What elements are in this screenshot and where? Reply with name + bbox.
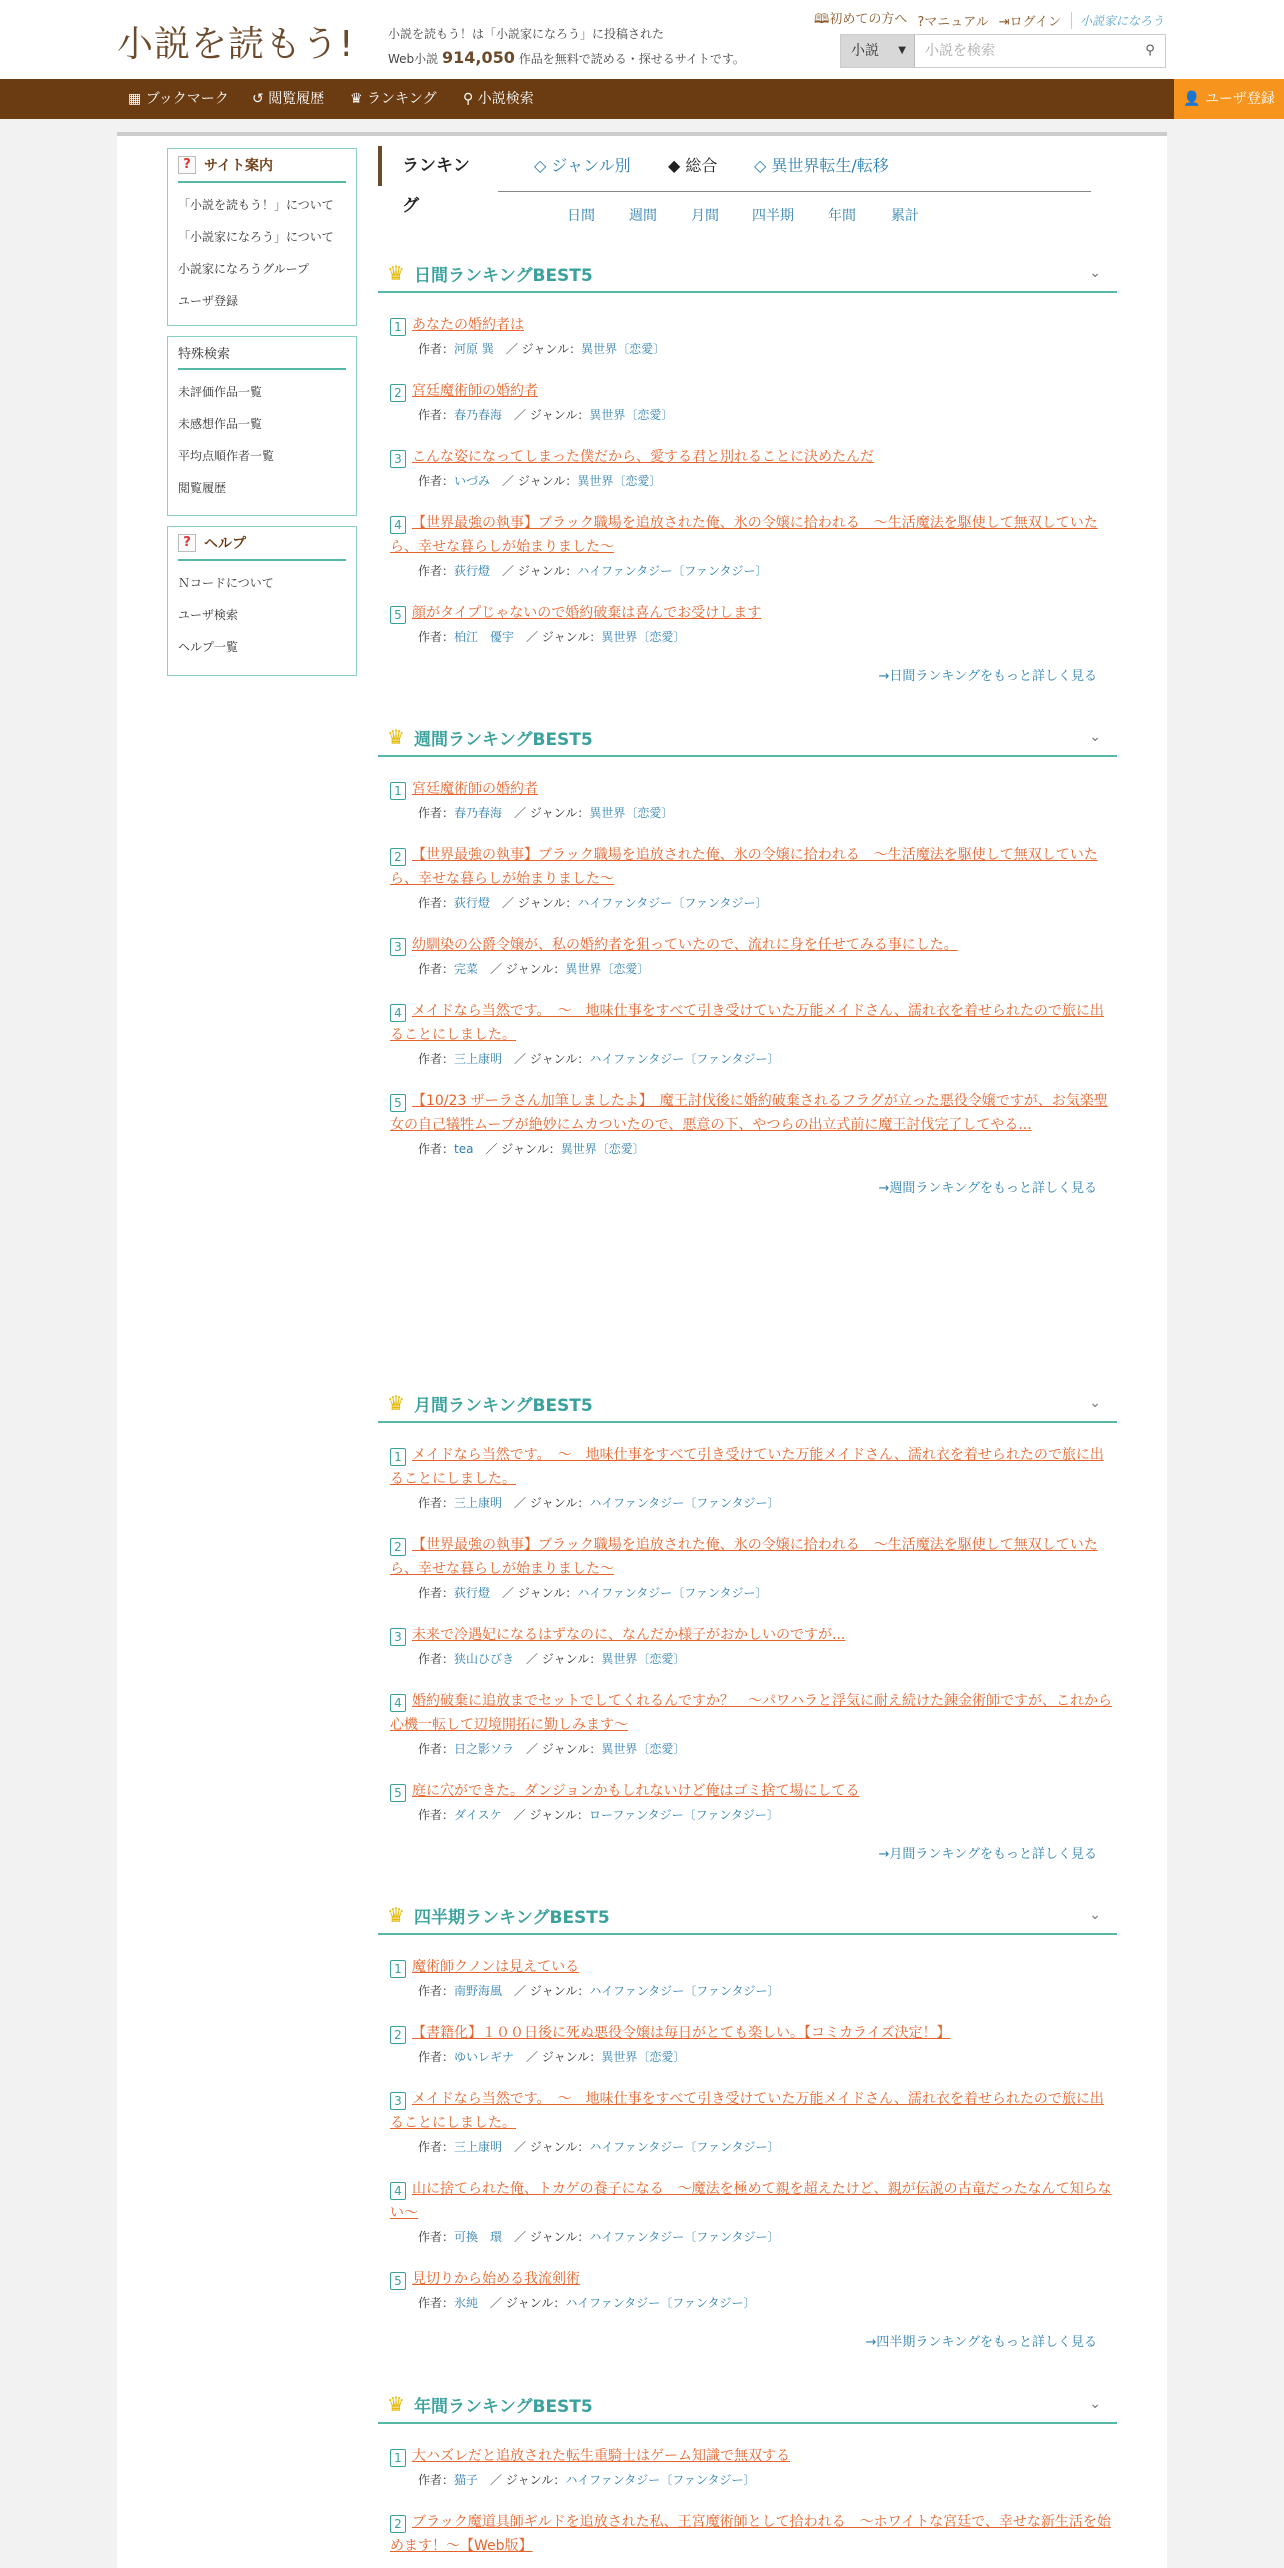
tab-overall[interactable]: ◆ 総合 [668,156,718,175]
genre-link[interactable]: 異世界〔恋愛〕 [589,408,674,422]
entry-title-row [390,1443,1117,1491]
entry-title-row [390,379,1117,403]
author-link[interactable]: 荻行燈 [454,1586,491,1600]
nav-ranking-label: ランキング [367,91,437,107]
search-type-select[interactable] [841,35,915,67]
entry-meta [390,2047,1117,2067]
rank-badge: 2 [390,2026,406,2044]
site-tagline [388,22,745,71]
genre-link[interactable]: 異世界〔恋愛〕 [601,2050,686,2064]
entry-meta [390,2470,1117,2490]
genre-link[interactable]: ハイファンタジー〔ファンタジー〕 [589,2140,780,2154]
genre-label: ／ ジャンル： [514,806,590,820]
sidebar-help-title-text: ヘルプ [204,536,246,552]
novel-title-link[interactable]: 【世界最強の執事】ブラック職場を追放された俺、氷の令嬢に拾われる ～生活魔法を駆使して無双していたら、幸せな暮らしが始まりました～ [390,847,1098,887]
author-label: 作者： [418,896,455,910]
sidebar-special [167,336,357,516]
ranking-entry [378,1089,1117,1159]
nav-history-label: 閲覧履歴 [268,91,325,107]
help-icon: ? [178,534,196,552]
entry-meta [390,405,1117,425]
author-link[interactable]: 可換 環 [454,2230,503,2244]
sidebar-link-help-list[interactable]: ヘルプ一覧 [178,640,239,654]
novel-title-link[interactable]: 庭に穴ができた。ダンジョンかもしれないけど俺はゴミ捨て場にしてる [412,1783,860,1799]
author-label: 作者： [418,1142,455,1156]
site-logo[interactable]: 小説を読もう! [117,24,355,65]
ranking-entry [378,1955,1117,2001]
genre-link[interactable]: 異世界〔恋愛〕 [577,474,662,488]
novel-title-link[interactable]: 未来で冷遇妃になるはずなのに、なんだか様子がおかしいのですが... [412,1627,846,1643]
tagline-line1: 小説を読もう！は「小説家になろう」に投稿された [388,27,665,41]
genre-label: ／ ジャンル： [490,2473,566,2487]
login-link[interactable] [999,11,1061,30]
sidebar-help [167,526,357,676]
genre-link[interactable]: ハイファンタジー〔ファンタジー〕 [577,896,768,910]
ranking-label: ランキング [378,146,478,186]
entry-title-row [390,777,1117,801]
author-link[interactable]: 三上康明 [454,1496,503,1510]
crown-icon: ♛ [350,91,363,107]
genre-link[interactable]: ハイファンタジー〔ファンタジー〕 [565,2473,756,2487]
genre-link[interactable]: ハイファンタジー〔ファンタジー〕 [565,2296,756,2310]
ranking-entry [378,1779,1117,1825]
novel-title-link[interactable]: メイドなら当然です。 ～ 地味仕事をすべて引き受けていた万能メイドさん、濡れ衣を着せられたので旅に出ることにしました。 [390,1003,1104,1043]
ranking-entry [378,777,1117,823]
entry-title-row [390,1623,1117,1647]
genre-label: ／ ジャンル： [505,342,582,356]
nav-bookmark-label: ブックマーク [145,91,229,107]
author-link[interactable]: 猫子 [454,2473,479,2487]
rank-badge: 2 [390,848,406,866]
author-link[interactable]: 柏江 優宇 [454,630,515,644]
ranking-section [378,1385,1117,1862]
author-link[interactable]: 南野海風 [454,1984,503,1998]
novel-title-link[interactable]: 【10/23 ザーラさん加筆しましたよ】 魔王討伐後に婚約破棄されるフラグが立った悪役令嬢ですが、お気楽聖女の自己犠牲ムーブが絶妙にムカついたので、悪意の下、やつらの出立式前に魔王討伐完了してやる... [390,1093,1108,1133]
genre-link[interactable]: 異世界〔恋愛〕 [581,342,666,356]
author-label: 作者： [418,474,455,488]
entry-meta [390,627,1117,647]
entry-meta [390,959,1117,979]
entry-meta [390,803,1117,823]
ranking-entry [378,313,1117,359]
author-label: 作者： [418,1652,455,1666]
author-label: 作者： [418,2473,455,2487]
ranking-entry [378,2021,1117,2067]
genre-label: ／ ジャンル： [526,1652,602,1666]
novel-title-link[interactable]: 山に捨てられた俺、トカゲの養子になる ～魔法を極めて親を超えたけど、親が伝説の古竜だったなんて知らない～ [390,2181,1112,2221]
rank-badge: 5 [390,606,406,624]
sidebar-guide-title [178,155,346,183]
genre-link[interactable]: ハイファンタジー〔ファンタジー〕 [589,1052,780,1066]
sidebar-link-user-search[interactable]: ユーザ検索 [178,608,239,622]
genre-label: ／ ジャンル： [502,896,578,910]
genre-label: ／ ジャンル： [514,408,590,422]
genre-label: ／ ジャンル： [526,630,602,644]
chevron-down-icon[interactable]: ⌄ [1089,1907,1101,1923]
entry-title-row [390,1955,1117,1979]
login-link-label: ログイン [1009,14,1061,30]
entry-meta [390,2293,1117,2313]
genre-label: ／ ジャンル： [514,1496,590,1510]
genre-link[interactable]: 異世界〔恋愛〕 [565,962,650,976]
more-ranking-link[interactable]: →月間ランキングをもっと詳しく見る [878,1847,1097,1862]
rank-badge: 5 [390,2272,406,2290]
entry-meta [390,2227,1117,2247]
novel-count: 914,050 [442,48,515,67]
top-links [814,8,1164,32]
genre-label: ／ ジャンル： [514,2230,590,2244]
rank-badge: 4 [390,516,406,534]
ranking-entry [378,2267,1117,2313]
sidebar-link-about-yomou[interactable]: 「小説を読もう！」について [178,198,334,212]
rank-badge: 4 [390,1694,406,1712]
author-label: 作者： [418,806,455,820]
period-daily[interactable]: 日間 [567,208,595,224]
genre-label: ／ ジャンル： [514,2140,590,2154]
novel-title-link[interactable]: 【書籍化】１００日後に死ぬ悪役令嬢は毎日がとても楽しい。【コミカライズ決定！】 [412,2025,951,2041]
genre-label: ／ ジャンル： [485,1142,561,1156]
rank-badge: 1 [390,318,406,336]
genre-label: ／ ジャンル： [513,1808,589,1822]
sidebar-link-uncommented[interactable]: 未感想作品一覧 [178,417,263,431]
entry-meta [390,1493,1117,1513]
novel-title-link[interactable]: 【世界最強の執事】ブラック職場を追放された俺、氷の令嬢に拾われる ～生活魔法を駆使して無双していたら、幸せな暮らしが始まりました～ [390,515,1098,555]
entry-title-row [390,2267,1117,2291]
author-label: 作者： [418,564,455,578]
ranking-entry [378,511,1117,581]
rank-badge: 5 [390,1784,406,1802]
genre-link[interactable]: ハイファンタジー〔ファンタジー〕 [577,564,768,578]
genre-link[interactable]: 異世界〔恋愛〕 [601,1742,686,1756]
genre-label: ／ ジャンル： [502,1586,578,1600]
author-label: 作者： [418,342,455,356]
author-link[interactable]: 荻行燈 [454,896,491,910]
chevron-down-icon[interactable]: ⌄ [1089,1395,1101,1411]
sidebar-link-unrated[interactable]: 未評価作品一覧 [178,385,263,399]
more-ranking-link[interactable]: →日間ランキングをもっと詳しく見る [878,669,1097,684]
genre-link[interactable]: 異世界〔恋愛〕 [601,630,686,644]
author-link[interactable]: 完菜 [454,962,479,976]
rank-badge: 1 [390,2449,406,2467]
sidebar-help-title [178,533,346,561]
genre-link[interactable]: ハイファンタジー〔ファンタジー〕 [589,1984,780,1998]
nav-search[interactable] [463,79,534,119]
ranking-section [378,255,1117,684]
genre-label: ／ ジャンル： [490,2296,566,2310]
entry-meta [390,1739,1117,1759]
genre-label: ／ ジャンル： [514,1984,590,1998]
period-yearly[interactable]: 年間 [828,208,856,224]
site-header [0,0,1284,79]
novel-title-link[interactable]: 顔がタイプじゃないので婚約破棄は喜んでお受けします [412,605,762,621]
question-icon: ? [917,14,925,30]
sidebar-special-title: 特殊検索 [178,343,346,370]
ranking-entry [378,843,1117,913]
rank-badge: 1 [390,782,406,800]
author-link[interactable]: 河原 巽 [454,342,494,356]
author-link[interactable]: ゆいレギナ [454,2050,515,2064]
novel-title-link[interactable]: 魔術師クノンは見えている [412,1959,580,1975]
section-title: 日間ランキングBEST5 [414,265,593,286]
ranking-entry [378,2087,1117,2157]
entry-title-row [390,601,1117,625]
entry-title-row [390,313,1117,337]
entry-meta [390,1139,1117,1159]
author-link[interactable]: 三上康明 [454,1052,503,1066]
genre-label: ／ ジャンル： [502,564,578,578]
genre-link[interactable]: ハイファンタジー〔ファンタジー〕 [589,1496,780,1510]
entry-meta [390,1049,1117,1069]
section-header[interactable] [378,255,1117,293]
genre-link[interactable]: 異世界〔恋愛〕 [560,1142,645,1156]
genre-link[interactable]: 異世界〔恋愛〕 [589,806,674,820]
entry-meta [390,1583,1117,1603]
help-icon: ? [178,156,196,174]
author-link[interactable]: 氷純 [454,2296,479,2310]
ranking-section [378,1897,1117,2350]
more-ranking-link[interactable]: →週間ランキングをもっと詳しく見る [878,1181,1097,1196]
author-label: 作者： [418,1586,455,1600]
section-title: 四半期ランキングBEST5 [414,1907,610,1928]
rank-badge: 2 [390,2515,406,2533]
ranking-entry [378,2177,1117,2247]
sidebar-link-history[interactable]: 閲覧履歴 [178,481,227,495]
manual-link-label: マニュアル [924,14,989,30]
search-input[interactable]: 小説を検索 [925,43,995,59]
sidebar-guide [167,148,357,326]
period-monthly[interactable]: 月間 [691,208,719,224]
search-type-value: 小説 [851,43,879,59]
entry-meta [390,1805,1117,1825]
author-label: 作者： [418,408,455,422]
crown-icon: ♛ [387,1903,405,1927]
author-link[interactable]: ダイスケ [454,1808,502,1822]
genre-link[interactable]: ローファンタジー〔ファンタジー〕 [588,1808,779,1822]
novel-title-link[interactable]: メイドなら当然です。 ～ 地味仕事をすべて引き受けていた万能メイドさん、濡れ衣を着せられたので旅に出ることにしました。 [390,2091,1104,2131]
author-link[interactable]: 春乃春海 [454,408,503,422]
author-label: 作者： [418,630,455,644]
crown-icon: ♛ [387,1391,405,1415]
rank-badge: 3 [390,1628,406,1646]
section-header[interactable] [378,719,1117,757]
genre-label: ／ ジャンル： [526,2050,602,2064]
entry-meta [390,561,1117,581]
crown-icon: ♛ [387,2392,405,2416]
tagline-line2 [388,46,745,71]
entry-title-row [390,999,1117,1047]
rank-badge: 1 [390,1960,406,1978]
entry-meta [390,1649,1117,1669]
entry-title-row [390,1689,1117,1737]
rank-badge: 1 [390,1448,406,1466]
author-label: 作者： [418,962,455,976]
entry-title-row [390,2177,1117,2225]
novel-title-link[interactable]: あなたの婚約者は [412,317,524,333]
search-box [840,34,1166,68]
author-label: 作者： [418,1052,455,1066]
sidebar-link-ncode[interactable]: Ｎコードについて [178,576,274,590]
novel-title-link[interactable]: 宮廷魔術師の婚約者 [412,781,538,797]
entry-meta [390,471,1117,491]
entry-title-row [390,1779,1117,1803]
period-total[interactable]: 累計 [891,208,919,224]
chevron-down-icon[interactable]: ⌄ [1089,2396,1101,2412]
entry-title-row [390,1089,1117,1137]
entry-title-row [390,2444,1117,2468]
history-icon: ↺ [252,91,264,107]
novel-title-link[interactable]: ブラック魔道具師ギルドを追放された私、王宮魔術師として拾われる ～ホワイトな宮廷で、幸せな新生活を始めます！～【Web版】 [390,2514,1111,2554]
nav-history[interactable] [252,79,324,119]
chevron-down-icon: ▼ [898,45,906,56]
ranking-entry [378,1533,1117,1603]
chevron-down-icon[interactable]: ⌄ [1089,265,1101,281]
ranking-entry [378,2444,1117,2490]
ranking-entry [378,1443,1117,1513]
genre-link[interactable]: 異世界〔恋愛〕 [601,1652,686,1666]
sidebar-link-avg-authors[interactable]: 平均点順作者一覧 [178,449,275,463]
rank-badge: 3 [390,450,406,468]
crown-icon: ♛ [387,725,405,749]
novel-title-link[interactable]: 見切りから始める我流剣術 [412,2271,580,2287]
novel-title-link[interactable]: メイドなら当然です。 ～ 地味仕事をすべて引き受けていた万能メイドさん、濡れ衣を着せられたので旅に出ることにしました。 [390,1447,1104,1487]
author-link[interactable]: 狭山ひびき [454,1652,515,1666]
entry-title-row [390,1533,1117,1581]
author-label: 作者： [418,2140,455,2154]
author-label: 作者： [418,1808,455,1822]
search-icon: ⚲ [463,91,474,107]
tabs-underline [498,191,1091,192]
beginner-link[interactable] [814,8,907,32]
entry-title-row [390,511,1117,559]
genre-label: ／ ジャンル： [514,1052,590,1066]
narou-logo[interactable]: 小説家になろう [1071,12,1164,29]
entry-title-row [390,2021,1117,2045]
author-link[interactable]: いづみ [454,474,491,488]
section-header[interactable] [378,1897,1117,1935]
author-link[interactable]: 荻行燈 [454,564,491,578]
beginner-link-label: 初めての方へ [829,12,908,27]
author-label: 作者： [418,2050,455,2064]
section-header[interactable] [378,2386,1117,2424]
ranking-entry [378,999,1117,1069]
period-quarterly[interactable]: 四半期 [752,208,794,224]
entry-meta [390,1981,1117,2001]
section-title: 年間ランキングBEST5 [414,2396,593,2417]
register-label: ユーザ登録 [1204,91,1275,107]
rank-badge: 2 [390,1538,406,1556]
ranking-entry [378,933,1117,979]
user-icon: 👤 [1183,91,1201,107]
nav-search-label: 小説検索 [477,91,534,107]
entry-title-row [390,2087,1117,2135]
author-link[interactable]: 日之影ソラ [454,1742,515,1756]
login-icon: ⇥ [998,14,1010,30]
sidebar-link-about-narou[interactable]: 「小説家になろう」について [178,230,334,244]
ranking-section [378,719,1117,1196]
novel-title-link[interactable]: こんな姿になってしまった僕だから、愛する君と別れることに決めたんだ [412,449,874,465]
more-ranking-link[interactable]: →四半期ランキングをもっと詳しく見る [865,2335,1097,2350]
ranking-entry [378,1689,1117,1759]
novel-title-link[interactable]: 宮廷魔術師の婚約者 [412,383,538,399]
manual-link[interactable] [917,11,988,30]
ranking-entry [378,1623,1117,1669]
genre-label: ／ ジャンル： [526,1742,602,1756]
entry-title-row [390,843,1117,891]
ranking-entry [378,445,1117,491]
nav-bookmark[interactable] [128,79,229,119]
book-icon: 🕮 [813,12,830,27]
author-link[interactable]: 春乃春海 [454,806,503,820]
main-nav [0,79,1284,119]
rank-badge: 5 [390,1094,406,1112]
ranking-entry [378,601,1117,647]
author-link[interactable]: tea [454,1142,474,1156]
rank-badge: 4 [390,2182,406,2200]
rank-badge: 2 [390,384,406,402]
ranking-section [378,2386,1117,2558]
sidebar-link-narou-group[interactable]: 小説家になろうグループ [178,262,310,276]
entry-meta [390,2137,1117,2157]
section-header[interactable] [378,1385,1117,1423]
ranking-entry [378,379,1117,425]
entry-meta [390,893,1117,913]
author-label: 作者： [418,1984,455,1998]
tab-isekai[interactable]: ◇ 異世界転生/転移 [754,156,889,175]
author-label: 作者： [418,1742,455,1756]
register-button[interactable] [1174,79,1284,119]
novel-title-link[interactable]: 【世界最強の執事】ブラック職場を追放された俺、氷の令嬢に拾われる ～生活魔法を駆使して無双していたら、幸せな暮らしが始まりました～ [390,1537,1098,1577]
chevron-down-icon[interactable]: ⌄ [1089,729,1101,745]
entry-title-row [390,933,1117,957]
genre-label: ／ ジャンル： [502,474,578,488]
nav-ranking[interactable] [350,79,437,119]
novel-title-link[interactable]: 大ハズレだと追放された転生重騎士はゲーム知識で無双する [412,2448,790,2464]
rank-badge: 3 [390,2092,406,2110]
genre-link[interactable]: ハイファンタジー〔ファンタジー〕 [577,1586,768,1600]
entry-title-row [390,445,1117,469]
author-label: 作者： [418,2230,455,2244]
novel-title-link[interactable]: 婚約破棄に追放までセットでしてくれるんですか？ ～パワハラと浮気に耐え続けた錬金術師ですが、これから心機一転して辺境開拓に勤しみます～ [390,1693,1112,1733]
tab-genre[interactable]: ◇ ジャンル別 [534,156,631,175]
ranking-entry [378,2510,1117,2558]
period-weekly[interactable]: 週間 [629,208,657,224]
bookmark-icon: ▦ [128,91,142,107]
tagline-prefix: Web小説 [388,52,439,66]
section-title: 月間ランキングBEST5 [414,1395,593,1416]
crown-icon: ♛ [387,261,405,285]
novel-title-link[interactable]: 幼馴染の公爵令嬢が、私の婚約者を狙っていたので、流れに身を任せてみる事にした。 [412,937,958,953]
sidebar-link-register[interactable]: ユーザ登録 [178,294,239,308]
entry-title-row [390,2510,1117,2558]
sidebar-guide-title-text: サイト案内 [204,158,274,174]
author-link[interactable]: 三上康明 [454,2140,503,2154]
search-icon[interactable]: ⚲ [1145,43,1155,58]
genre-label: ／ ジャンル： [490,962,566,976]
entry-meta [390,339,1117,359]
author-label: 作者： [418,2296,455,2310]
section-title: 週間ランキングBEST5 [414,729,593,750]
author-label: 作者： [418,1496,455,1510]
tagline-suffix: 作品を無料で読める・探せるサイトです。 [518,52,745,66]
genre-link[interactable]: ハイファンタジー〔ファンタジー〕 [589,2230,780,2244]
rank-badge: 4 [390,1004,406,1022]
rank-badge: 3 [390,938,406,956]
